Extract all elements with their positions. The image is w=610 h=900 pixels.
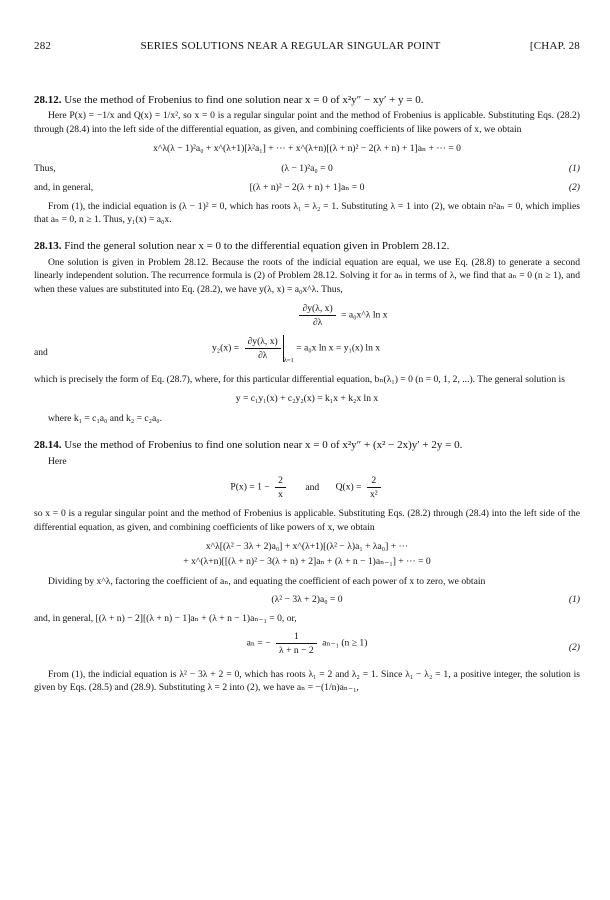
paragraph: Here P(x) = −1/x and Q(x) = 1/x², so x = 0 is a regular singular point and the method of Frobenius is applicable. Substituting Eqs. (28.2) through (28.4) into the left side of the differential equation, as given, and combining coefficients of like powers of x, we obtain	[34, 110, 580, 135]
fraction-numerator: 1	[276, 630, 317, 644]
paragraph: From (1), the indicial equation is λ² − 3λ + 2 = 0, which has roots λ₁ = 2 and λ₂ = 1. Since λ₁ − λ₂ = 1, a positive integer, the solution is given by Eqs. (28.5) and (28.9). Substituting λ = 2 into (2), we have aₙ = −(1/n)aₙ₋₁,	[34, 668, 580, 693]
problem-statement: Use the method of Frobenius to find one solution near x = 0 of x²y″ − xy′ + y = 0.	[64, 94, 424, 106]
eq-label: Thus,	[34, 162, 56, 174]
problem-statement: Use the method of Frobenius to find one solution near x = 0 of x²y″ + (x² − 2x)y′ + 2y = 0.	[64, 439, 463, 452]
paragraph: One solution is given in Problem 28.12. Because the roots of the indicial equation are equal, we use Eq. (28.8) to generate a second linearly independent solution. The recurrence formula is (2) of Problem 28.12. Solving it for aₙ in terms of λ, we find that aₙ = 0 (n ≥ 1), and when these values are substituted into Eq. (28.2), we have y(λ, x) = a₀x^λ. Thus,	[34, 256, 580, 295]
fraction	[275, 474, 286, 501]
fraction-denominator: ∂λ	[312, 317, 323, 329]
fraction-denominator: λ + n − 2	[279, 644, 314, 656]
page-body	[34, 88, 580, 694]
paragraph: and, in general, [(λ + n) − 2][(λ + n) − 1]aₙ + (λ + n − 1)aₙ₋₁ = 0, or,	[34, 613, 297, 625]
equation-number: (2)	[568, 181, 580, 193]
fraction	[276, 630, 317, 657]
paragraph: so x = 0 is a regular singular point and the method of Frobenius is applicable. Substituting Eqs. (28.2) through (28.4) into the left side of the differential equation, as given, and combining coefficients of like powers of x, we obtain	[34, 508, 580, 533]
equation-row	[34, 593, 580, 607]
equation-number: (2)	[568, 641, 580, 653]
y2-equation	[212, 335, 380, 362]
fraction-numerator: 2	[367, 474, 381, 488]
evaluation-subscript: λ=1	[283, 356, 294, 364]
paragraph: which is precisely the form of Eq. (28.7), where, for this particular differential equation, bₙ(λ₁) = 0 (n = 0, 1, 2, ...). The general solution is	[34, 374, 565, 386]
equation: x^λ[(λ² − 3λ + 2)a₀] + x^(λ+1)[(λ² − λ)a₁ + λa₀] + ···	[205, 540, 409, 552]
P-lhs: P(x) = 1 −	[230, 481, 270, 493]
equation-lhs: y₂(x) =	[212, 342, 240, 354]
recurrence-equation	[34, 630, 580, 657]
problem-number: 28.12.	[34, 94, 62, 106]
fraction	[245, 335, 284, 362]
paragraph: From (1), the indicial equation is (λ − 1)² = 0, which has roots λ₁ = λ₂ = 1. Substituting λ = 1 into (2), we obtain n²aₙ = 0, which implies that aₙ = 0, n ≥ 1. Thus, y₁(x) = a₀x.	[34, 200, 580, 226]
page-header	[34, 40, 580, 52]
equation-lhs: aₙ = −	[246, 637, 271, 649]
eq-label: and, in general,	[34, 181, 94, 193]
equation: + x^(λ+n)[[(λ + n)² − 3(λ + n) + 2]aₙ + (λ + n − 1)aₙ₋₁] + ··· = 0	[183, 556, 431, 568]
problem-28-12-heading	[34, 94, 580, 107]
fraction-numerator: ∂y(λ, x)	[299, 302, 335, 316]
problem-number: 28.14.	[34, 439, 62, 452]
equation: x^λ(λ − 1)²a₀ + x^(λ+1)[λ²a₁] + ··· + x^(λ+n)[(λ + n)² − 2(λ + n) + 1]aₙ + ··· = 0	[153, 143, 461, 155]
equation: [(λ + n)² − 2(λ + n) + 1]aₙ = 0	[249, 181, 365, 193]
y2-equation-row	[34, 335, 580, 369]
fraction	[367, 474, 381, 501]
paragraph: Here	[48, 455, 67, 467]
derivative-equation	[34, 302, 580, 329]
problem-number: 28.13.	[34, 240, 62, 253]
fraction-denominator: ∂λ	[257, 350, 268, 362]
and-word: and	[305, 481, 320, 493]
equation-number: (1)	[568, 162, 580, 174]
fraction-numerator: 2	[275, 474, 286, 488]
fraction	[299, 302, 335, 329]
running-title: SERIES SOLUTIONS NEAR A REGULAR SINGULAR POINT	[140, 40, 441, 52]
problem-28-13-heading	[34, 240, 580, 253]
equation-rhs: aₙ₋₁ (n ≥ 1)	[322, 637, 368, 649]
paragraph: where k₁ = c₁a₀ and k₂ = c₂a₀.	[48, 412, 162, 424]
equation: (λ² − 3λ + 2)a₀ = 0	[271, 594, 343, 606]
problem-28-14-heading	[34, 439, 580, 452]
equation-rhs: = a₀x^λ ln x	[341, 309, 388, 321]
fraction-numerator: ∂y(λ, x)	[245, 335, 281, 349]
fraction-denominator: x²	[369, 489, 378, 501]
coefficient-equation	[34, 474, 580, 501]
paragraph: Dividing by x^λ, factoring the coefficient of aₙ, and equating the coefficient of each power of x to zero, we obtain	[48, 575, 486, 587]
eq-label: and	[34, 347, 48, 359]
page-number: 282	[34, 40, 52, 52]
chapter-label: [CHAP. 28	[529, 40, 580, 52]
equation-row	[34, 162, 580, 176]
problem-statement: Find the general solution near x = 0 to the differential equation given in Problem 28.12.	[64, 240, 450, 253]
Q-lhs: Q(x) =	[335, 481, 362, 493]
recurrence-row	[34, 630, 580, 664]
general-solution: y = c₁y₁(x) + c₂y₂(x) = k₁x + k₂x ln x	[235, 393, 379, 405]
fraction-denominator: x	[278, 489, 283, 501]
equation-row	[34, 181, 580, 195]
equation-rhs: = a₀x ln x = y₁(x) ln x	[296, 342, 381, 354]
equation-number: (1)	[568, 594, 580, 606]
equation: (λ − 1)²a₀ = 0	[281, 162, 333, 174]
